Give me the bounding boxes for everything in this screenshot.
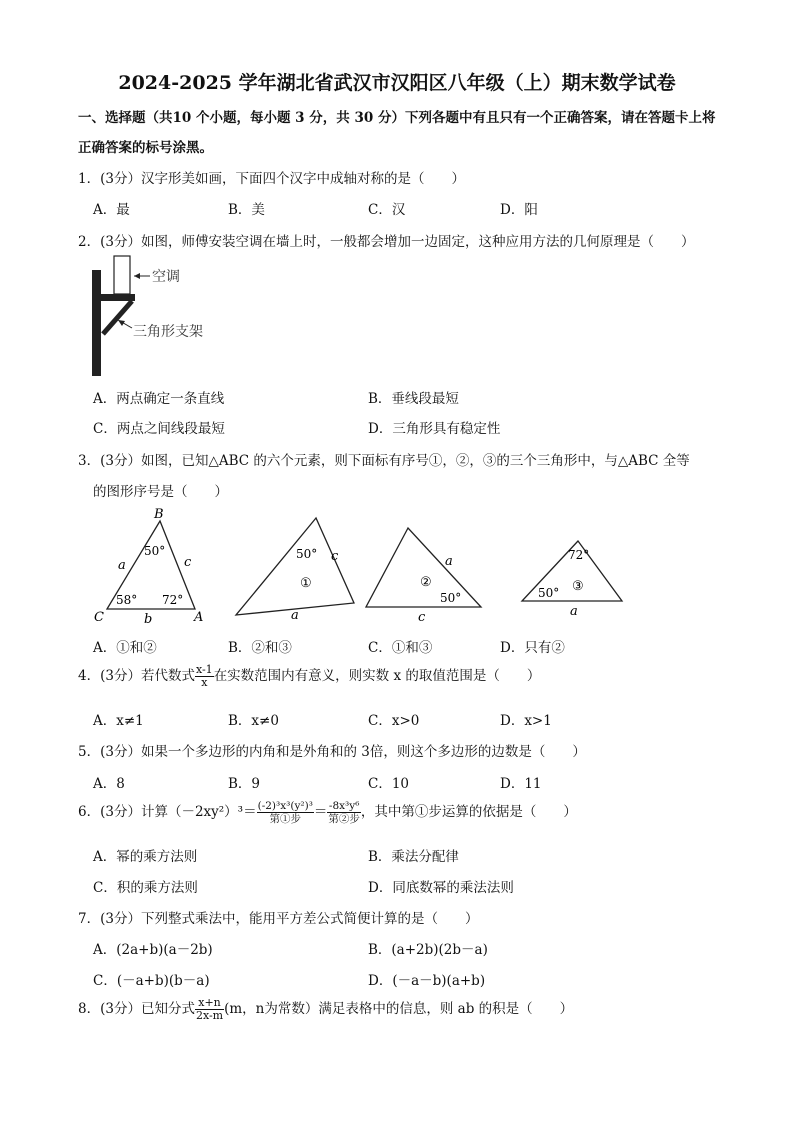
angle-b: 50° — [144, 544, 166, 558]
q3-triangles-figure — [86, 503, 646, 628]
t2-angle: 50° — [440, 591, 462, 605]
q3-stem-line1: 3．(3分）如图，已知△ABC 的六个元素，则下面标有序号①，②，③的三个三角形中，与△ABC 全等 — [78, 453, 690, 469]
q2-option-b[interactable]: B．垂线段最短 — [368, 391, 459, 407]
q8-stem-pre: 8．(3分）已知分式 — [78, 1001, 195, 1017]
q5-option-c[interactable]: C．10 — [368, 776, 410, 792]
q8-fraction — [195, 997, 224, 1022]
q4-frac-den: x — [201, 676, 208, 689]
q4-option-a[interactable]: A．x≠1 — [93, 713, 144, 729]
q4-option-b[interactable]: B．x≠0 — [228, 713, 279, 729]
t2-number: ② — [420, 575, 432, 590]
vertex-b: B — [154, 507, 164, 522]
side-b: b — [144, 612, 153, 627]
q6-stem-pre: 6．(3分）计算（－2xy²）³＝ — [78, 804, 257, 820]
q3-option-b[interactable]: B．②和③ — [228, 640, 292, 656]
section-heading-line2: 正确答案的标号涂黑。 — [78, 140, 213, 156]
q6-option-c[interactable]: C．积的乘方法则 — [93, 880, 198, 896]
q3-stem-line2: 的图形序号是（ ） — [93, 484, 228, 500]
q2-option-c[interactable]: C．两点之间线段最短 — [93, 421, 225, 437]
q1-option-d[interactable]: D．阳 — [500, 202, 538, 218]
angle-a: 72° — [162, 593, 184, 607]
q4-option-d[interactable]: D．x>1 — [500, 713, 552, 729]
q4-fraction — [195, 664, 214, 689]
vertex-c: C — [94, 610, 104, 625]
t1-number: ① — [300, 576, 312, 591]
q8-frac-den: 2x-m — [195, 1009, 224, 1022]
q4-stem-pre: 4．(3分）若代数式 — [78, 668, 195, 684]
q6-step2-label: 第②步 — [328, 813, 360, 825]
q2-figure-ac-bracket — [88, 254, 258, 378]
q2-stem: 2．(3分）如图，师傅安装空调在墙上时，一般都会增加一边固定，这种应用方法的几何原理是（ ） — [78, 234, 695, 250]
wall — [92, 270, 101, 376]
q8-stem — [78, 997, 573, 1022]
q8-frac-num: x+n — [195, 997, 224, 1010]
q6-stem — [78, 800, 577, 825]
q7-option-c[interactable]: C．(－a+b)(b－a) — [93, 973, 210, 989]
q7-stem: 7．(3分）下列整式乘法中，能用平方差公式简便计算的是（ ） — [78, 911, 479, 927]
q4-frac-num: x-1 — [195, 663, 213, 676]
triangle-1 — [236, 518, 354, 615]
side-c: c — [184, 555, 192, 570]
q4-stem — [78, 664, 540, 689]
q5-stem: 5．(3分）如果一个多边形的内角和是外角和的 3倍，则这个多边形的边数是（ ） — [78, 744, 586, 760]
q3-option-d[interactable]: D．只有② — [500, 640, 565, 656]
ac-unit — [114, 256, 130, 294]
q5-option-a[interactable]: A．8 — [93, 776, 125, 792]
t2-side-c: c — [418, 610, 426, 625]
label-ac: 空调 — [152, 269, 180, 285]
q7-option-d[interactable]: D．(－a－b)(a+b) — [368, 973, 486, 989]
q4-stem-post: 在实数范围内有意义，则实数 x 的取值范围是（ ） — [213, 668, 541, 684]
q3-option-c[interactable]: C．①和③ — [368, 640, 433, 656]
q6-equals: ＝ — [313, 804, 328, 820]
vertex-a: A — [194, 610, 204, 625]
t1-angle: 50° — [296, 547, 318, 561]
angle-c: 58° — [116, 593, 138, 607]
q6-step1-label: 第①步 — [269, 813, 302, 825]
q8-stem-post: (m，n为常数）满足表格中的信息，则 ab 的积是（ ） — [224, 1001, 574, 1017]
q3-option-a[interactable]: A．①和② — [93, 640, 157, 656]
q1-option-c[interactable]: C．汉 — [368, 202, 406, 218]
q6-option-a[interactable]: A．幂的乘方法则 — [93, 849, 198, 865]
section-heading-line1: 一、选择题（共10 个小题，每小题 3 分，共 30 分）下列各题中有且只有一个正确答案，请在答题卡上将 — [78, 110, 716, 126]
label-bracket: 三角形支架 — [133, 324, 203, 340]
diagonal-brace — [103, 301, 132, 334]
t2-side-a: a — [445, 554, 453, 569]
t3-number: ③ — [572, 579, 584, 594]
q6-option-b[interactable]: B．乘法分配律 — [368, 849, 459, 865]
side-a: a — [118, 558, 126, 573]
t1-side-a: a — [291, 608, 299, 623]
q6-stem-post: ，其中第①步运算的依据是（ ） — [360, 804, 577, 820]
t3-angle-left: 50° — [538, 586, 560, 600]
page-title: 2024-2025 学年湖北省武汉市汉阳区八年级（上）期末数学试卷 — [118, 72, 676, 94]
q6-step1-expr: (-2)³x³(y²)³ — [257, 800, 313, 812]
q2-option-d[interactable]: D．三角形具有稳定性 — [368, 421, 501, 437]
q2-option-a[interactable]: A．两点确定一条直线 — [93, 391, 225, 407]
triangle-2 — [366, 528, 481, 607]
q6-step1 — [257, 800, 314, 825]
q6-step2 — [327, 800, 361, 825]
q4-option-c[interactable]: C．x>0 — [368, 713, 420, 729]
q1-stem: 1．(3分）汉字形美如画，下面四个汉字中成轴对称的是（ ） — [78, 171, 465, 187]
q6-step2-expr: -8x³y⁶ — [328, 800, 360, 812]
q1-option-b[interactable]: B．美 — [228, 202, 265, 218]
q7-option-b[interactable]: B．(a+2b)(2b－a) — [368, 942, 488, 958]
q6-option-d[interactable]: D．同底数幂的乘法法则 — [368, 880, 514, 896]
q1-option-a[interactable]: A．最 — [93, 202, 130, 218]
q5-option-b[interactable]: B．9 — [228, 776, 261, 792]
t3-angle-top: 72° — [568, 548, 590, 562]
q7-option-a[interactable]: A．(2a+b)(a－2b) — [93, 942, 213, 958]
t1-side-c: c — [331, 549, 339, 564]
t3-side-a: a — [570, 604, 578, 619]
q5-option-d[interactable]: D．11 — [500, 776, 542, 792]
